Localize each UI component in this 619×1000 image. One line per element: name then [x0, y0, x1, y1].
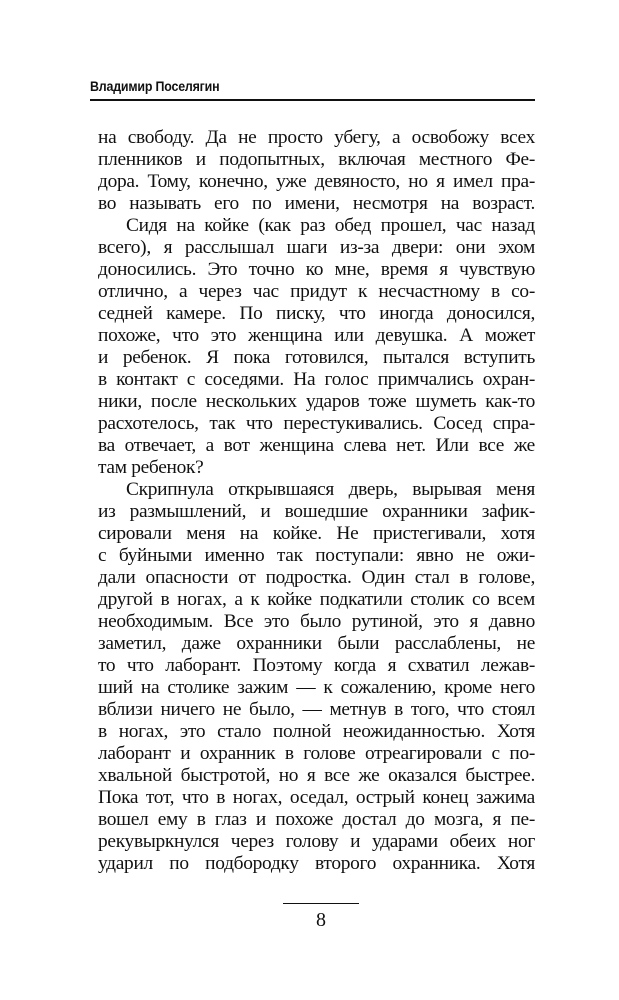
text-line: дора. Тому, конечно, уже девяносто, но я имел пра- [98, 171, 535, 192]
text-line: дали опасности от подростка. Один стал в голове, [98, 567, 535, 588]
text-line: там ребенок? [98, 457, 204, 478]
text-line: другой в ногах, а к койке подкатили столик со всем [98, 589, 535, 610]
text-line: необходимым. Все это было рутиной, это я давно [98, 611, 535, 632]
page-number: 8 [316, 909, 326, 931]
text-line: похоже, что это женщина или девушка. А может [98, 325, 535, 346]
text-line: в контакт с соседями. На голос примчались охран- [98, 369, 535, 390]
footer-rule [283, 903, 359, 904]
text-line: ники, после нескольких ударов тоже шуметь как-то [98, 391, 535, 412]
text-line: седней камере. По писку, что иногда доносился, [98, 303, 535, 324]
text-line: во называть его по имени, несмотря на возраст. [98, 193, 535, 214]
text-line: вблизи ничего не было, — метнув в того, что стоял [98, 699, 535, 720]
text-line: сировали меня на койке. Не пристегивали, хотя [98, 523, 535, 544]
text-line: отлично, а через час придут к несчастному в со- [98, 281, 535, 302]
text-line: Скрипнула открывшаяся дверь, вырывая меня [126, 479, 535, 500]
text-line: вошел ему в глаз и похоже достал до мозга, я пе- [98, 809, 535, 830]
text-line: и ребенок. Я пока готовился, пытался вступить [98, 347, 535, 368]
text-line: всего), я расслышал шаги из-за двери: они эхом [98, 237, 535, 258]
text-line: заметил, даже охранники были расслаблены, не [98, 633, 535, 654]
text-line: лаборант и охранник в голове отреагировали с по- [98, 743, 535, 764]
text-line: Сидя на койке (как раз обед прошел, час назад [126, 215, 535, 236]
text-line: ударил по подбородку второго охранника. Хотя [98, 853, 535, 874]
text-line: пленников и подопытных, включая местного Фе- [98, 149, 535, 170]
text-line: доносились. Это точно ко мне, время я чувствую [98, 259, 535, 280]
text-line: хвальной быстротой, но я все же оказался быстрее. [98, 765, 535, 786]
running-header [90, 78, 535, 101]
text-line: то что лаборант. Поэтому когда я схватил лежав- [98, 655, 535, 676]
text-line: ва отвечает, а вот женщина слева нет. Или все же [98, 435, 535, 456]
header-author: Владимир Поселягин [90, 79, 220, 94]
header-rule [90, 99, 535, 101]
text-line: с буйными именно так поступали: явно не ожи- [98, 545, 535, 566]
text-line: на свободу. Да не просто убегу, а освобожу всех [98, 127, 535, 148]
paragraph [98, 479, 535, 875]
text-line: ший на столике зажим — к сожалению, кроме него [98, 677, 535, 698]
text-line: из размышлений, и вошедшие охранники зафик- [98, 501, 535, 522]
text-line: рекувыркнулся через голову и ударами обеих ног [98, 831, 535, 852]
paragraph [98, 215, 535, 479]
paragraph-continued [98, 127, 535, 215]
text-line: Пока тот, что в ногах, оседал, острый конец зажима [98, 787, 535, 808]
text-line: в ногах, это стало полной неожиданностью. Хотя [98, 721, 535, 742]
page-body [98, 127, 535, 875]
text-line: расхотелось, так что перестукивались. Сосед спра- [98, 413, 535, 434]
